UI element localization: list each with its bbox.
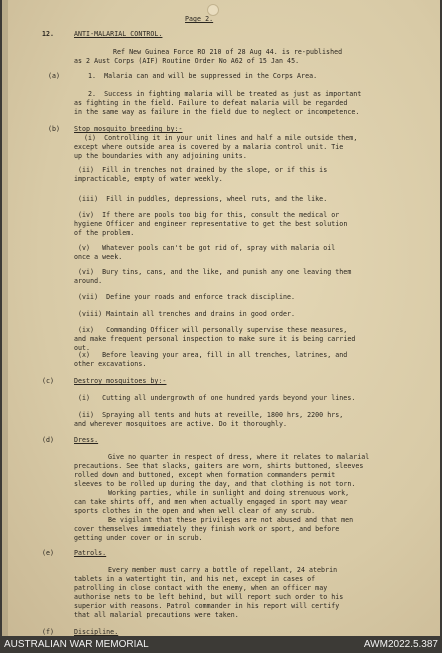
item-line: except where outside area is covered by a malaria control unit. Tie <box>74 143 344 151</box>
item-line: (iv) If there are pools too big for this, consult the medical or <box>78 211 340 219</box>
document-page <box>2 0 440 636</box>
page-number: Page 2. <box>185 15 214 23</box>
page-edge-shadow <box>2 0 8 636</box>
item-line: (ii) Spraying all tents and huts at reveille, 1800 hrs, 2200 hrs, <box>78 411 344 419</box>
archive-footer <box>0 636 442 653</box>
para-line: Give no quarter in respect of dress, where it relates to malarial <box>108 453 370 461</box>
item-line: out. <box>74 344 91 352</box>
item-line: (iii) Fill in puddles, depressions, wheel ruts, and the like. <box>78 195 328 203</box>
item-line: (v) Whatever pools can't be got rid of, spray with malaria oil <box>78 244 336 252</box>
para-heading: Destroy mosquitoes by:- <box>74 377 167 385</box>
section-number: 12. <box>42 30 55 38</box>
item-line: once a week. <box>74 253 123 261</box>
para-label: (f) <box>42 628 55 636</box>
item-line: (vi) Bury tins, cans, and the like, and punish any one leaving them <box>78 268 352 276</box>
para-label: (d) <box>42 436 55 444</box>
para-line: superior with reasons. Patrol commander in his report will certify <box>74 602 340 610</box>
para-line: as fighting in the field. Failure to defeat malaria will be regarded <box>74 99 348 107</box>
item-line: up the boundaries with any adjoining units. <box>74 152 247 160</box>
item-line: other excavations. <box>74 360 147 368</box>
para-heading: Discipline. <box>74 628 119 636</box>
para-line: cover themselves immediately they finish work or sport, and before <box>74 525 340 533</box>
para-label: (c) <box>42 377 55 385</box>
item-line: hygiene Officer and engineer representative to get the best solution <box>74 220 348 228</box>
para-line: 1. Malaria can and will be suppressed in the Corps Area. <box>88 72 318 80</box>
para-line: patrolling in close contact with the enemy, when an officer may <box>74 584 328 592</box>
para-line: sleeves to be rolled up during the day, and that clothing is not torn. <box>74 480 356 488</box>
item-line: (i) Controlling it in your unit lines and half a mile outside them, <box>84 134 358 142</box>
item-line: impracticable, empty of water weekly. <box>74 175 223 183</box>
item-line: (ii) Fill in trenches not drained by the slope, or if this is <box>78 166 328 174</box>
footer-institution: AUSTRALIAN WAR MEMORIAL <box>4 639 149 650</box>
para-line: getting under cover or in scrub. <box>74 534 203 542</box>
para-label: (a) <box>48 72 61 80</box>
item-line: around. <box>74 277 103 285</box>
para-line: authorise nets to be left behind, but will report such order to his <box>74 593 344 601</box>
item-line: (ix) Commanding Officer will personally supervise these measures, <box>78 326 348 334</box>
intro-line: Ref New Guinea Force RO 210 of 28 Aug 44. is re-published <box>113 48 343 56</box>
para-line: in the same way as failure in the field due to neglect or incompetence. <box>74 108 360 116</box>
item-line: and make frequent personal inspection to make sure it is being carried <box>74 335 356 343</box>
item-line: (vii) Define your roads and enforce track discipline. <box>78 293 296 301</box>
para-heading: Stop mosquito breeding by:- <box>74 125 183 133</box>
para-label: (e) <box>42 549 55 557</box>
para-line: Be vigilant that these privileges are not abused and that men <box>108 516 354 524</box>
para-line: 2. Success in fighting malaria will be treated as just as important <box>88 90 362 98</box>
para-heading: Dress. <box>74 436 99 444</box>
para-line: sports clothes in the open and when well clear of any scrub. <box>74 507 316 515</box>
intro-line: as 2 Aust Corps (AIF) Routine Order No A62 of 15 Jan 45. <box>74 57 300 65</box>
para-line: Every member must carry a bottle of repellant, 24 atebrin <box>108 566 338 574</box>
item-line: (i) Cutting all undergrowth of one hundred yards beyond your lines. <box>78 394 356 402</box>
para-line: rolled down and buttoned, except when formation commanders permit <box>74 471 336 479</box>
para-line: can take shirts off, and men when actually engaged in sport may wear <box>74 498 348 506</box>
para-line: Working parties, while in sunlight and doing strenuous work, <box>108 489 350 497</box>
para-line: that all malarial precautions were taken. <box>74 611 239 619</box>
item-line: of the problem. <box>74 229 135 237</box>
para-line: precautions. See that slacks, gaiters are worn, shirts buttoned, sleeves <box>74 462 364 470</box>
para-label: (b) <box>48 125 61 133</box>
item-line: and wherever mosquitoes are active. Do it thoroughly. <box>74 420 288 428</box>
item-line: (x) Before leaving your area, fill in all trenches, latrines, and <box>78 351 348 359</box>
section-title: ANTI-MALARIAL CONTROL. <box>74 30 163 38</box>
para-line: tablets in a watertight tin, and his net, except in cases of <box>74 575 316 583</box>
footer-reference: AWM2022.5.387 <box>363 639 438 650</box>
para-heading: Patrols. <box>74 549 107 557</box>
item-line: (viii) Maintain all trenches and drains in good order. <box>78 310 296 318</box>
